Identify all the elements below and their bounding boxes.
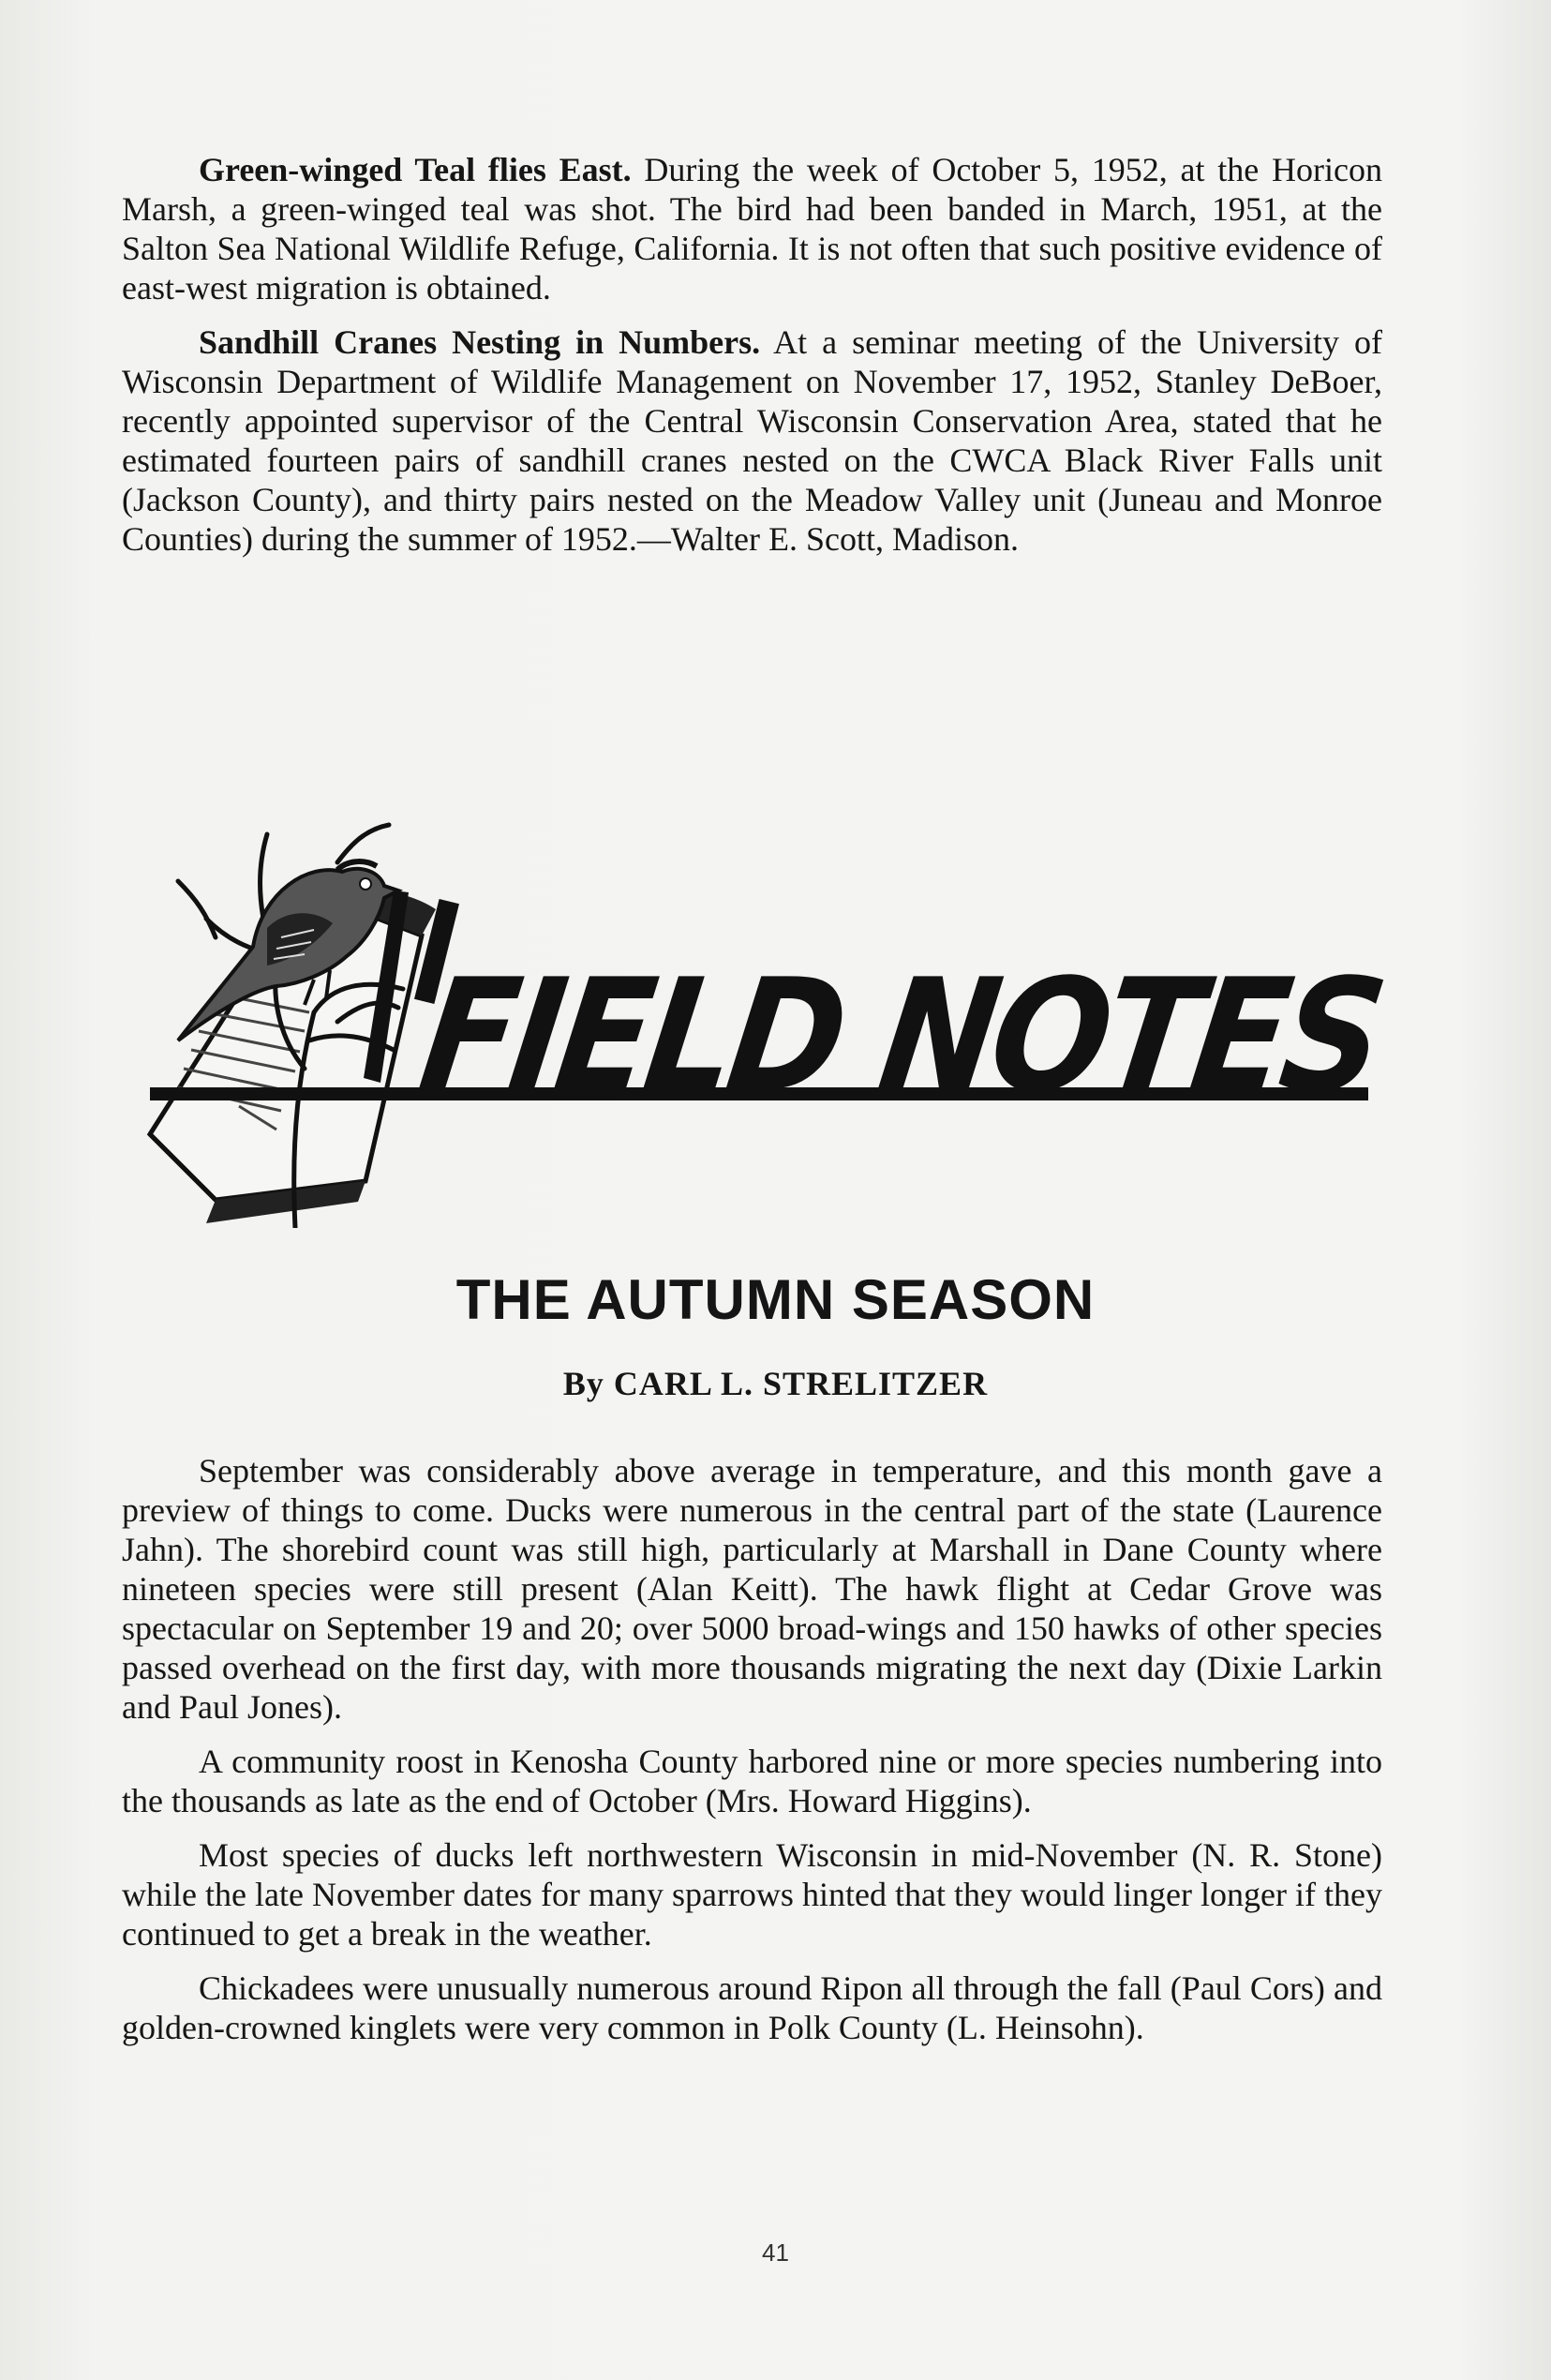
note-teal-body: During the week of October 5, 1952, at the Horicon Marsh, a green-winged teal was shot. The bird had been banded in March, 1951, at the Salton Sea National Wildlife Refuge, California. It is not often that such positive evidence of east-west migration is obtained.: [122, 151, 1382, 307]
article-byline: By CARL L. STRELITZER: [562, 1365, 989, 1402]
note-teal-heading: Green-winged Teal flies East.: [199, 151, 632, 188]
article-body: [122, 1451, 1382, 2047]
article-paragraph: September was considerably above average in temperature, and this month gave a preview of things to come. Ducks were numerous in the central part of the state (Laurence Jahn). The shorebird count was still high, particularly at Marshall in Dane County where nineteen species were still present (Alan Keitt). The hawk flight at Cedar Grove was spectacular on September 19 and 20; over 5000 broad-wings and 150 hawks of other species passed overhead on the first day, with more thousands migrating the next day (Dixie Larkin and Paul Jones).: [122, 1452, 1382, 1726]
field-notes-logo-text: FIELD NOTES: [410, 945, 1391, 1127]
article-paragraph: A community roost in Kenosha County harbored nine or more species numbering into the thousands as late as the end of October (Mrs. Howard Higgins).: [122, 1743, 1382, 1819]
note-cranes: [122, 322, 1382, 559]
page-number: 41: [762, 2238, 789, 2267]
note-teal: [122, 150, 1382, 307]
note-cranes-body: At a seminar meeting of the University of Wisconsin Department of Wildlife Management on November 17, 1952, Stanley DeBoer, recently appointed supervisor of the Central Wisconsin Conservation Area, stated that he estimated fourteen pairs of sandhill cranes nested on the CWCA Black River Falls unit (Jackson County), and thirty pairs nested on the Meadow Valley unit (Juneau and Monroe Counties) during the summer of 1952.—Walter E. Scott, Madison.: [122, 323, 1382, 558]
article-paragraph: Most species of ducks left northwestern Wisconsin in mid-November (N. R. Stone) while the late November dates for many sparrows hinted that they would linger longer if they continued to get a break in the weather.: [122, 1836, 1382, 1953]
article-title: THE AUTUMN SEASON: [455, 1268, 1096, 1331]
top-notes: [122, 150, 1382, 559]
note-cranes-heading: Sandhill Cranes Nesting in Numbers.: [199, 323, 761, 361]
article-paragraph: Chickadees were unusually numerous around Ripon all through the fall (Paul Cors) and golden-crowned kinglets were very common in Polk County (L. Heinsohn).: [122, 1969, 1382, 2046]
